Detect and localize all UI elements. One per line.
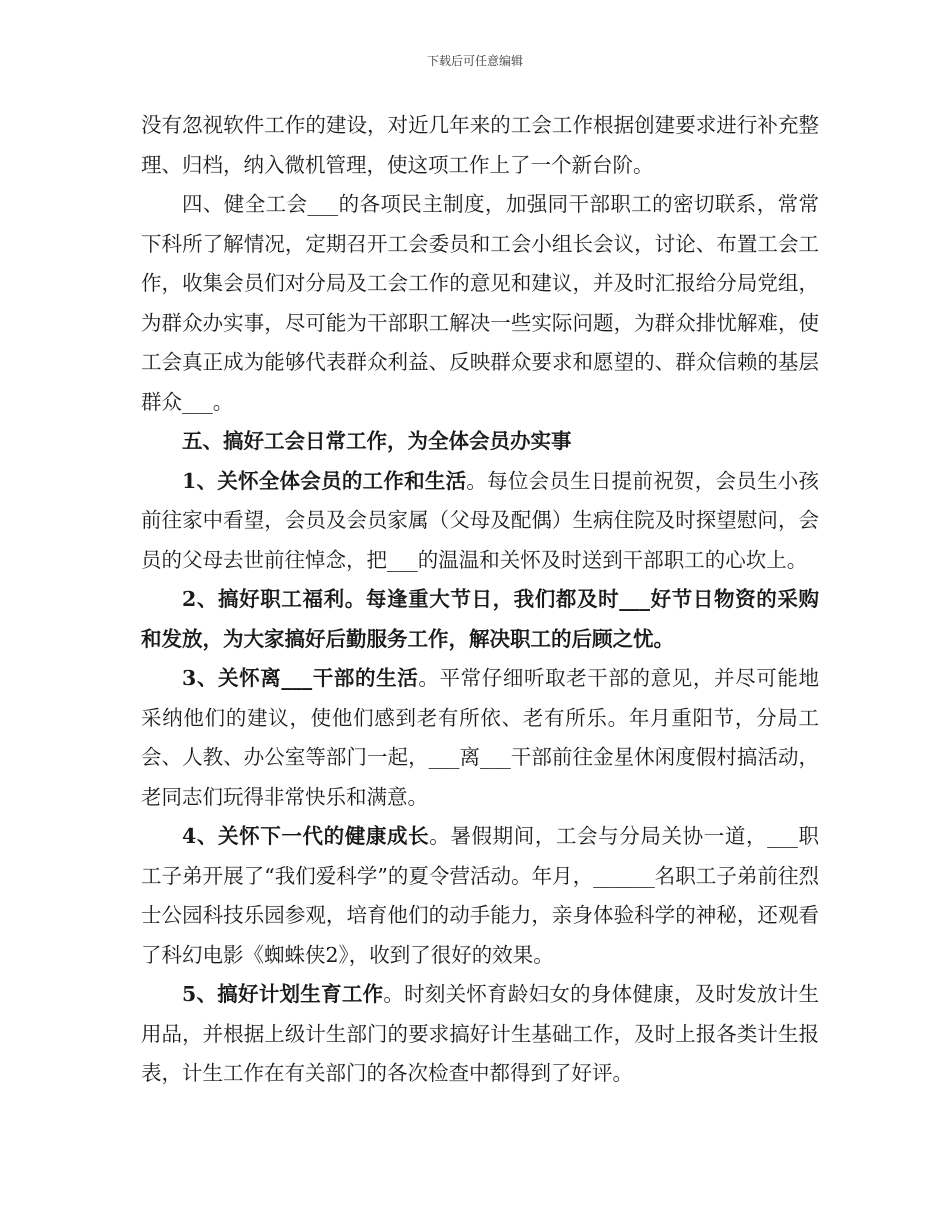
item-4-lead: 4、关怀下一代的健康成长 <box>182 824 430 848</box>
paragraph-item-3 <box>141 659 819 817</box>
item-3-lead: 3、关怀离___干部的生活 <box>182 666 419 690</box>
item-5-lead: 5、搞好计划生育工作 <box>182 982 384 1006</box>
page-header: 下载后可任意编辑 <box>426 54 523 68</box>
item-3-text: 。平常仔细听取老干部的意见，并尽可能地采纳他们的建议，使他们感到老有所依、老有所乐。年月重阳节，分局工会、人教、办公室等部门一起，___离___干部前往金星休闲度假村搞活动，老同志们玩得非常快乐和满意。 <box>141 666 820 809</box>
item-1-text: 。每位会员生日提前祝贺，会员生小孩前往家中看望，会员及会员家属（父母及配偶）生病住院及时探望慰问，会员的父母去世前往悼念，把___的温温和关怀及时送到干部职工的心坎上。 <box>141 468 819 572</box>
document-body <box>141 106 819 1094</box>
section-five-heading: 五、搞好工会日常工作，为全体会员办实事 <box>182 429 572 453</box>
item-5-text: 。时刻关怀育龄妇女的身体健康，及时发放计生用品，并根据上级计生部门的要求搞好计生基础工作，及时上报各类计生报表，计生工作在有关部门的各次检查中都得到了好评。 <box>141 982 819 1085</box>
item-1-lead: 1、关怀全体会员的工作和生活 <box>182 468 467 493</box>
paragraph-item-1 <box>141 462 819 581</box>
paragraph-software-archiving: 没有忽视软件工作的建设，对近几年来的工会工作根据创建要求进行补充整理、归档，纳入微机管理，使这项工作上了一个新台阶。 <box>141 113 819 177</box>
paragraph-item-5 <box>141 975 819 1094</box>
paragraph-item-2: 2、搞好职工福利。每逢重大节日，我们都及时___好节日物资的采购和发放，为大家搞好后勤服务工作，解决职工的后顾之忧。 <box>141 587 819 651</box>
paragraph-item-4 <box>141 817 819 975</box>
item-4-text: 。暑假期间，工会与分局关协一道，___职工子弟开展了“我们爱科学”的夏令营活动。年月，______名职工子弟前往烈士公园科技乐园参观，培育他们的动手能力，亲身体验科学的神秘，还观看了科幻电影《蜘蛛侠2》，收到了很好的效果。 <box>141 824 820 967</box>
paragraph-section-four: 四、健全工会___的各项民主制度，加强同干部职工的密切联系，常常下科所了解情况，定期召开工会委员和工会小组长会议，讨论、布置工会工作，收集会员们对分局及工会工作的意见和建议，并及时汇报给分局党组，为群众办实事，尽可能为干部职工解决一些实际问题，为群众排忧解难，使工会真正成为能够代表群众利益、反映群众要求和愿望的、群众信赖的基层群众___。 <box>141 192 819 414</box>
